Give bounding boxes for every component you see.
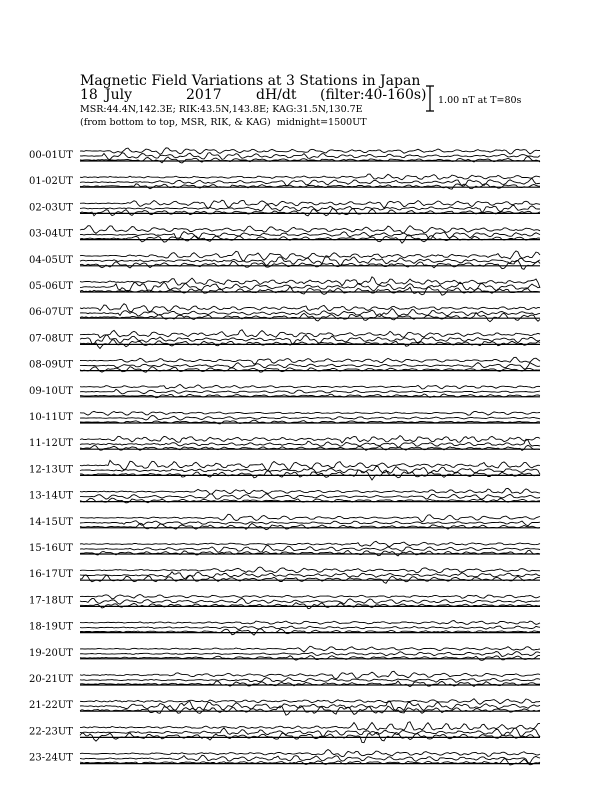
trace-KAG [80, 277, 540, 288]
trace-KAG [80, 330, 540, 338]
scale-label: 1.00 nT at T=80s [438, 95, 522, 106]
trace-MSR [80, 340, 540, 349]
trace-MSR [80, 603, 540, 609]
trace-KAG [80, 595, 540, 599]
row-label: 07-08UT [29, 333, 73, 345]
chart-title: Magnetic Field Variations at 3 Stations in Japan [80, 73, 421, 89]
row-03-04UT [29, 226, 540, 244]
trace-KAG [80, 304, 540, 312]
row-15-16UT [29, 541, 540, 556]
row-label: 14-15UT [29, 516, 73, 528]
trace-KAG [80, 567, 540, 573]
trace-KAG [80, 357, 540, 364]
row-label: 03-04UT [29, 228, 73, 240]
row-label: 10-11UT [29, 412, 73, 423]
row-label: 11-12UT [29, 438, 73, 450]
row-21-22UT [29, 699, 540, 716]
row-label: 01-02UT [29, 176, 73, 188]
trace-MSR [80, 550, 540, 556]
trace-KAG [80, 722, 540, 730]
row-19-20UT [29, 646, 540, 660]
scale-bar [426, 86, 434, 111]
trace-KAG [80, 384, 540, 389]
trace-RIK [80, 439, 540, 447]
trace-RIK [80, 626, 540, 629]
trace-RIK [80, 545, 540, 552]
row-04-05UT [29, 251, 540, 269]
row-02-03UT [29, 200, 540, 216]
trace-KAG [80, 174, 540, 180]
trace-MSR [80, 260, 540, 269]
row-01-02UT [29, 174, 540, 189]
row-14-15UT [29, 514, 540, 529]
row-label: 13-14UT [29, 490, 73, 502]
row-07-08UT [29, 330, 540, 349]
trace-MSR [80, 367, 540, 373]
trace-MSR [80, 523, 540, 529]
midnight-note: midnight=1500UT [276, 117, 367, 128]
row-23-24UT [29, 750, 540, 766]
row-09-10UT [29, 384, 540, 397]
trace-MSR [80, 157, 540, 164]
trace-MSR [80, 184, 540, 189]
trace-KAG [80, 750, 540, 757]
row-label: 22-23UT [29, 726, 73, 738]
row-label: 23-24UT [29, 752, 73, 764]
trace-KAG [80, 514, 540, 522]
year-text: 2017 [186, 87, 222, 103]
row-18-19UT [29, 621, 540, 636]
trace-MSR [80, 681, 540, 687]
row-label: 06-07UT [29, 307, 73, 319]
trace-KAG [80, 621, 540, 625]
trace-RIK [80, 309, 540, 317]
trace-RIK [80, 416, 540, 421]
trace-RIK [80, 178, 540, 186]
rows-group [29, 148, 540, 765]
trace-KAG [80, 411, 540, 415]
trace-KAG [80, 541, 540, 546]
row-08-09UT [29, 357, 540, 372]
trace-RIK [80, 466, 540, 474]
row-label: 05-06UT [29, 281, 73, 292]
row-label: 12-13UT [29, 464, 73, 476]
order-note: (from bottom to top, MSR, RIK, & KAG) [80, 117, 271, 128]
row-label: 08-09UT [29, 359, 73, 371]
row-22-23UT [29, 722, 540, 743]
trace-KAG [80, 646, 540, 652]
trace-RIK [80, 521, 540, 526]
row-17-18UT [29, 595, 540, 609]
row-label: 00-01UT [29, 150, 73, 161]
row-label: 15-16UT [29, 543, 73, 554]
trace-MSR [80, 629, 540, 636]
trace-KAG [80, 699, 540, 705]
trace-RIK [80, 598, 540, 604]
stations-text: MSR:44.4N,142.3E; RIK:43.5N,143.8E; KAG:31.5N,130.7E [80, 104, 363, 115]
trace-MSR [80, 235, 540, 244]
row-label: 17-18UT [29, 595, 73, 607]
trace-RIK [80, 678, 540, 683]
trace-RIK [80, 701, 540, 711]
trace-KAG [80, 226, 540, 234]
trace-KAG [80, 671, 540, 679]
row-label: 09-10UT [29, 385, 73, 397]
filter-text: (filter:40-160s) [320, 87, 427, 103]
row-label: 19-20UT [29, 647, 73, 659]
row-label: 21-22UT [29, 700, 73, 712]
trace-KAG [80, 488, 540, 494]
row-05-06UT [29, 277, 540, 295]
trace-RIK [80, 572, 540, 579]
row-10-11UT [29, 411, 540, 424]
trace-KAG [80, 148, 540, 155]
row-label: 02-03UT [29, 202, 73, 214]
trace-RIK [80, 494, 540, 500]
row-13-14UT [29, 488, 540, 503]
row-16-17UT [29, 567, 540, 583]
row-11-12UT [29, 436, 540, 451]
row-label: 20-21UT [29, 674, 73, 685]
row-label: 16-17UT [29, 569, 73, 581]
month-text: July [105, 87, 133, 103]
day-text: 18 [80, 87, 98, 103]
trace-MSR [80, 209, 540, 216]
quantity-text: dH/dt [256, 87, 297, 103]
trace-MSR [80, 655, 540, 660]
row-12-13UT [29, 460, 540, 480]
trace-RIK [80, 389, 540, 394]
row-06-07UT [29, 304, 540, 322]
row-label: 04-05UT [29, 254, 73, 266]
row-20-21UT [29, 671, 540, 686]
row-00-01UT [29, 148, 540, 163]
row-label: 18-19UT [29, 621, 73, 633]
